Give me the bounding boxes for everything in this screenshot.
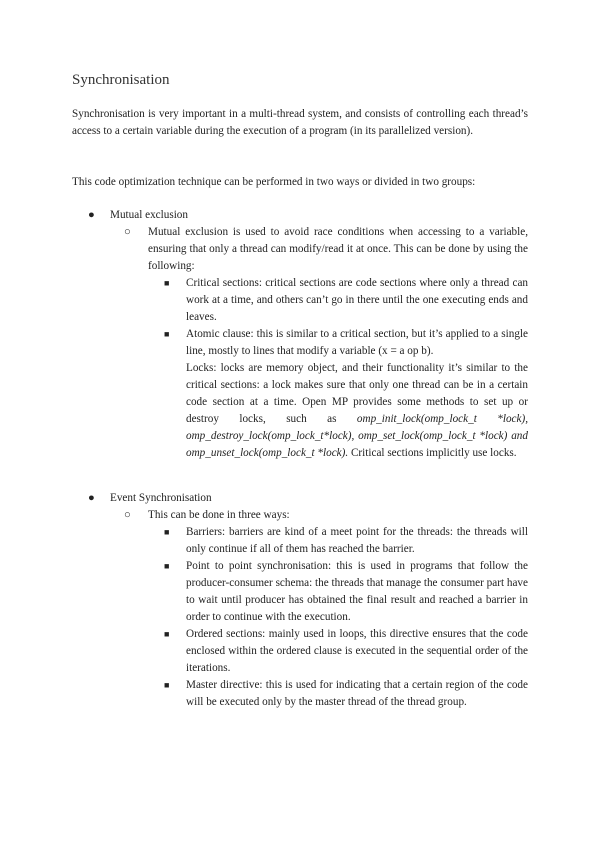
bullet-square-icon: ■ bbox=[164, 629, 170, 639]
list-item-event-sync-desc bbox=[110, 507, 528, 711]
section-heading: Synchronisation bbox=[72, 72, 170, 88]
event-sync-methods bbox=[148, 524, 528, 711]
list-item-ordered-sections bbox=[148, 626, 528, 677]
optimization-paragraph: This code optimization technique can be performed in two ways or divided in two groups: bbox=[72, 176, 476, 188]
list-item-mutual-exclusion bbox=[72, 207, 528, 462]
event-sync-list bbox=[72, 490, 528, 711]
bullet-disc-icon: ● bbox=[88, 209, 95, 221]
bullet-square-icon: ■ bbox=[164, 561, 170, 571]
bullet-circle-icon: ○ bbox=[124, 509, 131, 521]
bullet-square-icon: ■ bbox=[164, 329, 170, 339]
list-item-point-to-point bbox=[148, 558, 528, 626]
intro-paragraph: Synchronisation is very important in a multi-thread system, and consists of controlling each thread’s access to a certain variable during the execution of a program (in its parallelized version). bbox=[72, 108, 528, 137]
event-sync-sublist bbox=[110, 507, 528, 711]
list-item-master-directive bbox=[148, 677, 528, 711]
event-sync-description: This can be done in three ways: bbox=[148, 509, 290, 521]
critical-sections-text: Critical sections: critical sections are code sections where only a thread can work at a time, and others can’t go in there until the one executing ends and leaves. bbox=[186, 277, 528, 323]
mutual-exclusion-list bbox=[72, 207, 528, 462]
locks-code: omp_init_lock(omp_lock_t *lock), omp_destroy_lock(omp_lock_t*lock), omp_set_lock(omp_lock_t *lock) and omp_unset_lock(omp_lock_t *lock). bbox=[186, 413, 528, 459]
list-item-barriers bbox=[148, 524, 528, 558]
bullet-square-icon: ■ bbox=[164, 278, 170, 288]
mutual-exclusion-sublist bbox=[110, 224, 528, 462]
locks-tail: Critical sections implicitly use locks. bbox=[350, 447, 517, 459]
barriers-text: Barriers: barriers are kind of a meet point for the threads: the threads will only continue if all of them has reached the barrier. bbox=[186, 526, 528, 555]
atomic-clause-text: Atomic clause: this is similar to a critical section, but it’s applied to a single line, mostly to lines that modify a variable (x = a op b). bbox=[186, 328, 528, 357]
point-to-point-text: Point to point synchronisation: this is used in programs that follow the producer-consumer schema: the threads that manage the consumer part have to wait until producer has obtained the final result and reached a barrier in order to continue with the execution. bbox=[186, 560, 528, 623]
list-item-mutual-exclusion-desc bbox=[110, 224, 528, 462]
locks-text: Locks: locks are memory object, and their functionality it’s similar to the critical sections: a lock makes sure that only one thread can be in a certain code section at a time. Open MP provides some methods to set up or destroy locks, such as bbox=[186, 362, 528, 425]
ordered-sections-text: Ordered sections: mainly used in loops, this directive ensures that the code enclosed within the ordered clause is executed in the sequential order of the iterations. bbox=[186, 628, 528, 674]
mutual-exclusion-label: Mutual exclusion bbox=[110, 209, 188, 221]
master-directive-text: Master directive: this is used for indicating that a certain region of the code will be executed only by the master thread of the thread group. bbox=[186, 679, 528, 708]
list-item-event-sync bbox=[72, 490, 528, 711]
event-sync-label: Event Synchronisation bbox=[110, 492, 212, 504]
mutual-exclusion-methods bbox=[148, 275, 528, 462]
list-item-critical-sections bbox=[148, 275, 528, 326]
bullet-disc-icon: ● bbox=[88, 492, 95, 504]
bullet-square-icon: ■ bbox=[164, 680, 170, 690]
bullet-circle-icon: ○ bbox=[124, 226, 131, 238]
list-item-atomic-clause bbox=[148, 326, 528, 462]
bullet-square-icon: ■ bbox=[164, 527, 170, 537]
mutual-exclusion-description: Mutual exclusion is used to avoid race conditions when accessing to a variable, ensuring that only a thread can modify/read it at once. This can be done by using the following: bbox=[148, 226, 528, 272]
